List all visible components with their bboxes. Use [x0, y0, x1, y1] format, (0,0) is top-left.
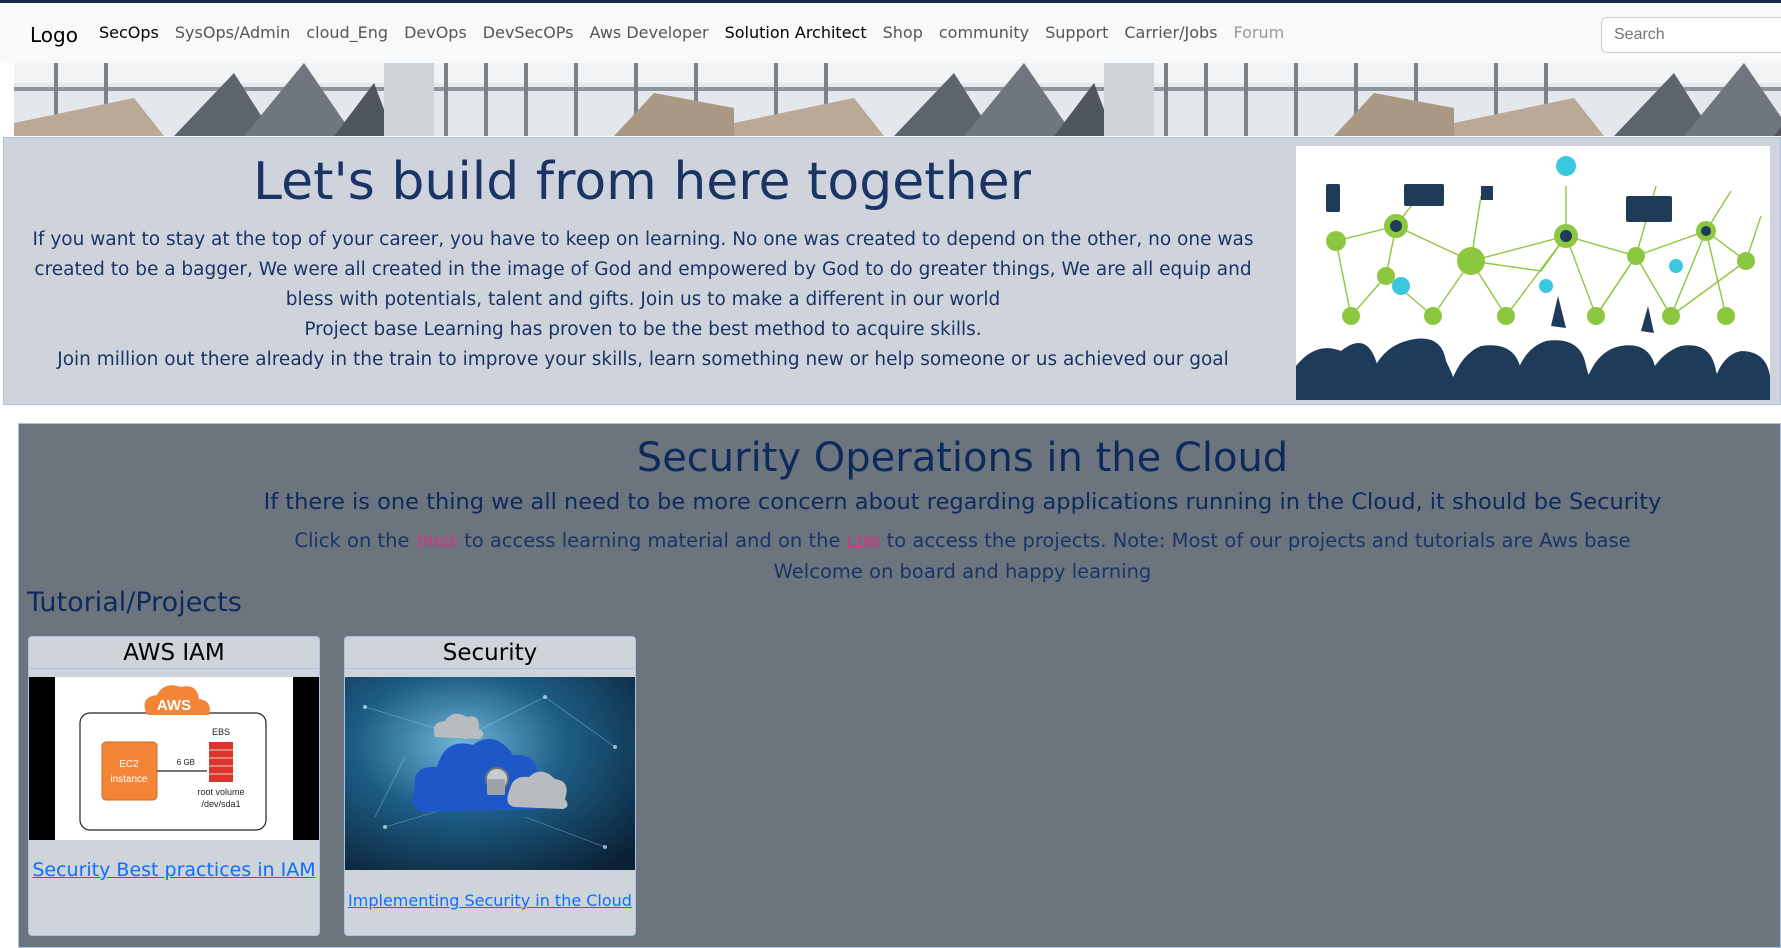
nav-item-sysops-admin[interactable]: SysOps/Admin: [174, 23, 291, 42]
link-code: LINK: [846, 535, 881, 551]
instruction-after: to access the projects. Note: Most of our projects and tutorials are Aws base: [880, 529, 1631, 552]
instance-label: instance: [110, 774, 148, 785]
hero-illustration: [1296, 146, 1770, 400]
aws-iam-image[interactable]: [29, 677, 319, 844]
navbar: [0, 3, 1781, 63]
hero-title: Let's build from here together: [253, 152, 1031, 212]
instruction-text: [19, 529, 1781, 552]
nav-item-devsecops[interactable]: DevSecOPs: [482, 23, 574, 42]
cloud-lock-graphic: [345, 677, 635, 870]
hero-paragraph: If you want to stay at the top of your career, you have to keep on learning. No one was created to depend on the other, no one was created to be a bagger, We were all created in the image of God and empowered by God to do greater things, We are all equip and bless with potentials, talent and gifts. Join us to make a different in our world: [32, 229, 1254, 310]
nav-item-aws-developer[interactable]: Aws Developer: [589, 23, 709, 42]
link-security-best-practices-iam[interactable]: Security Best practices in IAM: [32, 859, 316, 881]
instruction-middle: to access learning material and on the: [457, 529, 847, 552]
card-title: AWS IAM: [29, 637, 319, 669]
nav-item-solution-architect[interactable]: Solution Architect: [724, 23, 867, 42]
hero-line-join: Join million out there already in the train to improve your skills, learn something new or help someone or us achieved our goal: [57, 349, 1229, 370]
security-cloud-image[interactable]: [345, 677, 635, 874]
hero-text: [20, 225, 1266, 375]
section-title: Tutorial/Projects: [27, 587, 242, 618]
nav-item-community[interactable]: community: [938, 23, 1030, 42]
nav-item-secops[interactable]: SecOps: [99, 23, 159, 42]
main-section: [18, 423, 1781, 948]
nav-item-shop[interactable]: Shop: [882, 23, 923, 42]
root-volume-label: root volume: [197, 787, 245, 797]
nav-item-carrier-jobs[interactable]: Carrier/Jobs: [1124, 23, 1218, 42]
link-implementing-security-cloud[interactable]: Implementing Security in the Cloud: [348, 891, 632, 910]
logo[interactable]: Logo: [30, 23, 78, 47]
hero-section: [3, 137, 1781, 405]
nav-menu: [99, 23, 1300, 43]
welcome-text: Welcome on board and happy learning: [773, 560, 1152, 583]
card-title: Security: [345, 637, 635, 669]
main-subtitle: If there is one thing we all need to be more concern about regarding applications running in the Cloud, it should be Security: [263, 489, 1662, 515]
hero-line-project-learning: Project base Learning has proven to be the best method to acquire skills.: [304, 319, 982, 340]
size-label: 6 GB: [176, 758, 195, 767]
nav-item-support[interactable]: Support: [1045, 23, 1109, 42]
people-network-illustration: [1296, 146, 1770, 400]
header-banner-image: [14, 63, 1781, 136]
ebs-label: EBS: [211, 727, 231, 737]
card-security: [344, 636, 636, 936]
aws-label: AWS: [156, 697, 192, 714]
main-title: Security Operations in the Cloud: [636, 435, 1289, 481]
ec2-label: EC2: [119, 759, 139, 770]
card-aws-iam: [28, 636, 320, 936]
nav-item-forum: Forum: [1233, 23, 1285, 42]
nav-item-cloud-eng[interactable]: cloud_Eng: [306, 23, 389, 42]
image-code: IMAGE: [415, 535, 458, 551]
device-path-label: /dev/sda1: [201, 799, 241, 809]
search-input[interactable]: [1601, 17, 1781, 53]
nav-item-devops[interactable]: DevOps: [404, 23, 467, 42]
architecture-banner-graphic: [14, 63, 1781, 136]
aws-ec2-ebs-diagram: [29, 677, 319, 840]
instruction-before: Click on the: [294, 529, 416, 552]
